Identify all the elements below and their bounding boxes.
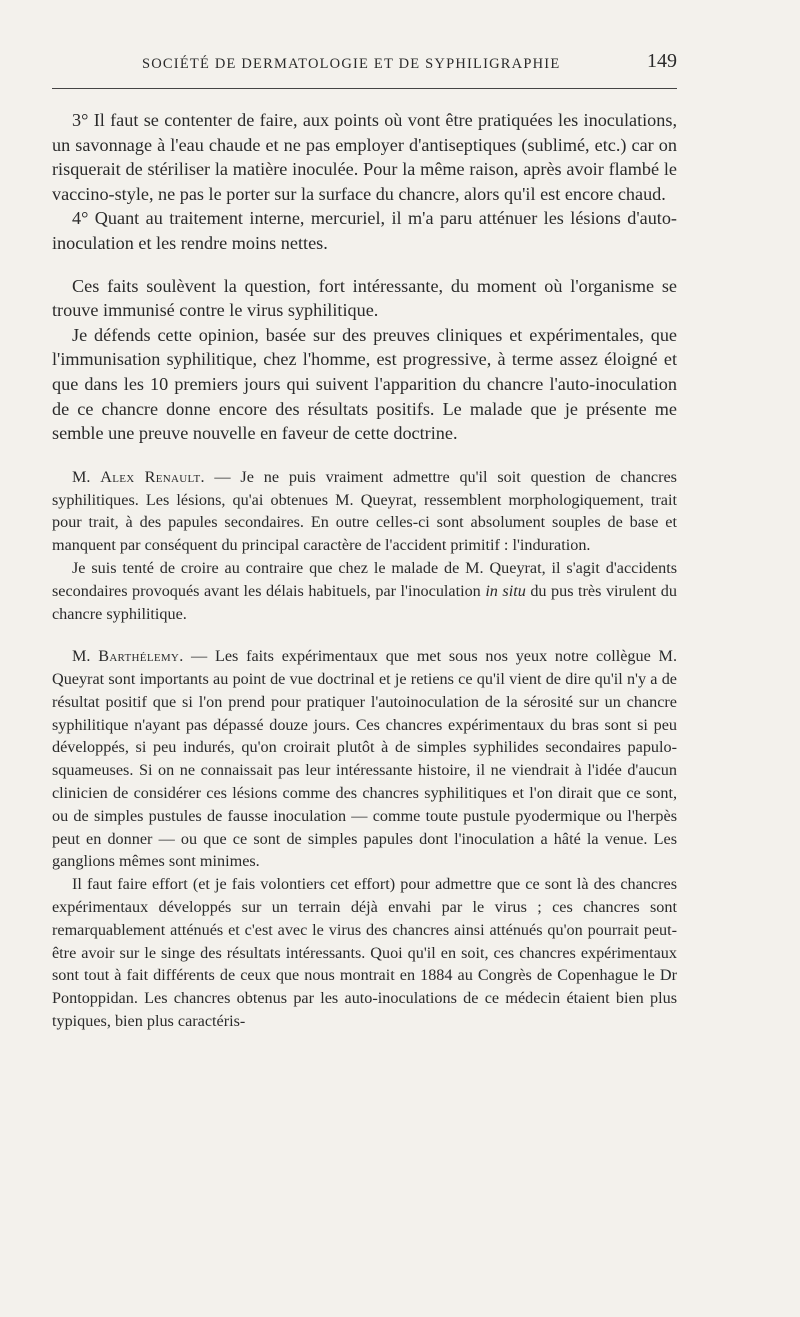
speaker-name: Barthélemy bbox=[98, 647, 180, 666]
page-header bbox=[52, 50, 677, 78]
section-immunity bbox=[52, 274, 677, 446]
remark-renault bbox=[52, 466, 677, 626]
paragraph-text: du pus très virulent du chancre syphilitique. bbox=[52, 581, 677, 623]
paragraph-barthelemy-2: Il faut faire effort (et je fais volontiers cet effort) pour admettre que ce sont là des chancres expérimentaux développés sur un terrain déjà envahi par le virus ; ces chancres sont remarquablement atténués et c'est avec le virus des chancres ainsi atténués qu'on pourrait peut-être avoir sur le singe des résultats intéressants. Quoi qu'il en soit, ces chancres expérimentaux sont tout à fait différents de ceux que nous montrait en 1884 au Congrès de Copenhague le Dr Pontoppidan. Les chancres obtenus par les auto-inoculations de ce médecin étaient bien plus typiques, bien plus caractéris- bbox=[52, 875, 677, 1031]
paragraph-renault-2 bbox=[52, 557, 677, 625]
paragraph-renault-1 bbox=[52, 466, 677, 557]
speaker-prefix: M. bbox=[72, 647, 99, 666]
paragraph-barthelemy-1 bbox=[52, 645, 677, 873]
paragraph-opinion: Je défends cette opinion, basée sur des preuves cliniques et expérimentales, que l'immunisation syphilitique, chez l'homme, est progressive, à terme assez éloigné et que dans les 10 premiers jours qui suivent l'apparition du chancre l'auto-inoculation de ce chancre donne encore des résultats positifs. Le malade que je présente me semble une preuve nouvelle en faveur de cette doctrine. bbox=[52, 324, 677, 444]
paragraph-text: . — Les faits expérimentaux que met sous nos yeux notre collègue M. Queyrat sont importants au point de vue doctrinal et je retiens ce qu'il vient de dire qu'il n'y a de résultat positif que si l'on prend pour pratiquer l'autoinoculation de la sérosité sur un chancre syphilitique n'ayant pas dépassé douze jours. Ces chancres expérimentaux du bras sont si peu développés, si peu indurés, qu'on croirait plutôt à de simples syphilides secondaires papulo-squameuses. Si on ne connaissait pas leur intéressante histoire, il ne viendrait à l'idée d'aucun clinicien de considérer ces lésions comme des chancres syphilitiques et l'on dirait que ce sont, ou de simples pustules de fausse inoculation — comme toute pustule pyodermique ou l'herpès peut en donner — ou que ce sont de simples papules dont l'inoculation a hâté la venue. Les ganglions mêmes sont minimes. bbox=[52, 647, 677, 871]
paragraph-question: Ces faits soulèvent la question, fort intéressante, du moment où l'organisme se trouve immunisé contre le virus syphilitique. bbox=[52, 275, 677, 321]
page-number: 149 bbox=[647, 50, 677, 72]
header-rule bbox=[52, 88, 677, 89]
paragraph-point-4: 4° Quant au traitement interne, mercuriel, il m'a paru atténuer les lésions d'auto-inoculation et les rendre moins nettes. bbox=[52, 208, 677, 253]
paragraph-point-3: 3° Il faut se contenter de faire, aux points où vont être pratiquées les inoculations, un savonnage à l'eau chaude et ne pas employer d'antiseptiques (sublimé, etc.) car on risquerait de stériliser la matière inoculée. Pour la même raison, après avoir flambé le vaccino-style, ne pas le porter sur la surface du chancre, alors qu'il est encore chaud. bbox=[52, 110, 677, 204]
italic-phrase: in situ bbox=[485, 581, 526, 600]
page-body bbox=[52, 108, 677, 1033]
speaker-prefix: M. bbox=[72, 467, 101, 486]
paragraph-text: Je suis tenté de croire au contraire que chez le malade de M. Queyrat, il s'agit d'accidents secondaires provoqués avant les délais habituels, par l'inoculation bbox=[52, 558, 677, 600]
section-recommendations bbox=[52, 108, 677, 256]
paragraph-text: . — Je ne puis vraiment admettre qu'il soit question de chancres syphilitiques. Les lésions, qu'ai obtenues M. Queyrat, ressemblent morphologiquement, trait pour trait, à des papules secondaires. En outre celles-ci sont absolument souples de base et manquent par conséquent du principal caractère de l'accident primitif : l'induration. bbox=[52, 467, 677, 555]
running-head: SOCIÉTÉ DE DERMATOLOGIE ET DE SYPHILIGRAPHIE bbox=[142, 56, 561, 72]
remark-barthelemy bbox=[52, 645, 677, 1033]
speaker-name: Alex Renault bbox=[100, 467, 201, 486]
